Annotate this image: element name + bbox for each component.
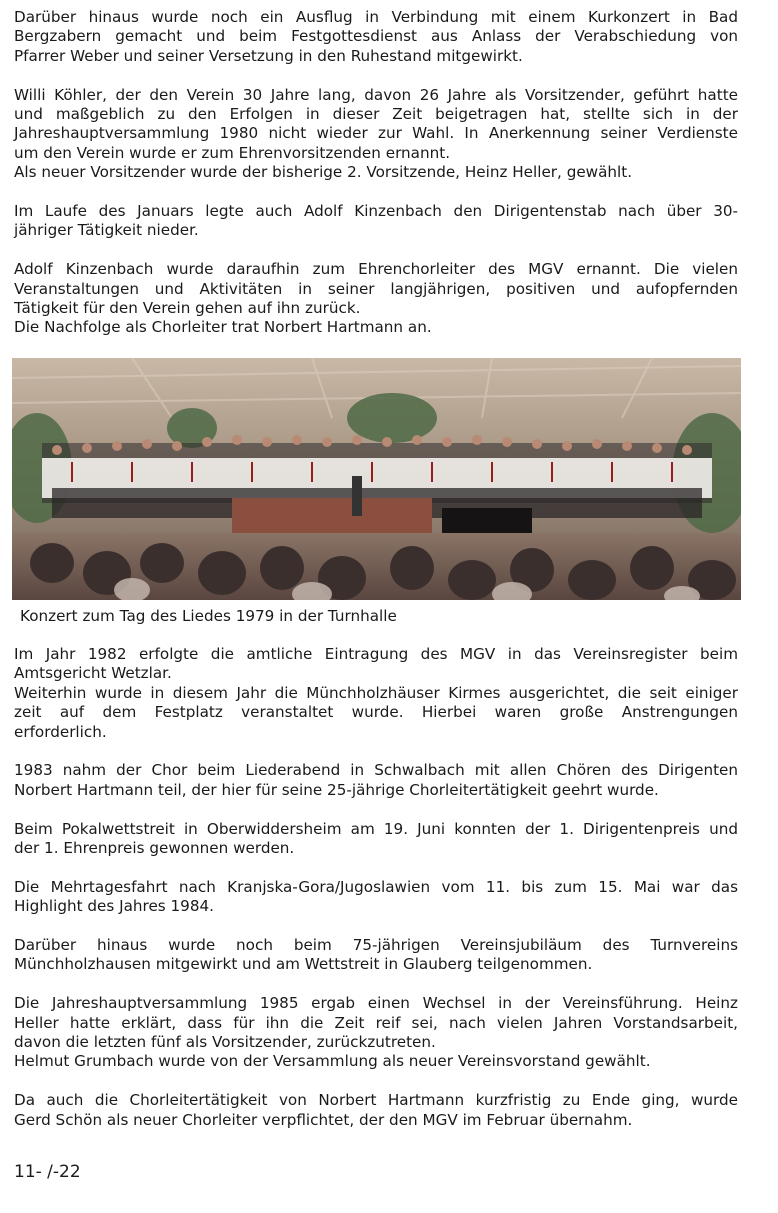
text-line: davon die letzten fünf als Vorsitzender, zurückzutreten. [14,1033,436,1052]
text-line: und maßgeblich zu den Erfolgen in dieser Zeit beigetragen hat, stellte sich in der [14,105,738,124]
text-line: 1983 nahm der Chor beim Liederabend in Schwalbach mit allen Chören des Dirigenten [14,761,738,780]
text-line: Amtsgericht Wetzlar. [14,664,172,683]
bottom-text-section [14,645,738,1130]
text-line: Die Nachfolge als Chorleiter trat Norbert Hartmann an. [14,318,432,337]
text-line: Weiterhin wurde in diesem Jahr die Münchholzhäuser Kirmes ausgerichtet, die seit einiger [14,683,738,702]
text-line: Da auch die Chorleitertätigkeit von Norbert Hartmann kurzfristig zu Ende ging, wurde [14,1091,738,1110]
text-line: der 1. Ehrenpreis gewonnen werden. [14,839,295,858]
text-line: Jahreshauptversammlung 1980 nicht wieder zur Wahl. In Anerkennung seiner Verdienste [14,124,738,143]
text-line: Pfarrer Weber und seiner Versetzung in den Ruhestand mitgewirkt. [14,46,523,65]
text-line: Münchholzhausen mitgewirkt und am Wettstreit in Glauberg teilgenommen. [14,955,593,974]
text-line: zeit auf dem Festplatz veranstaltet wurde. Hierbei waren große Anstrengungen [14,703,738,722]
paragraph [14,994,738,1072]
text-line: Darüber hinaus wurde noch ein Ausflug in Verbindung mit einem Kurkonzert in Bad [14,8,738,26]
text-line: Beim Pokalwettstreit in Oberwiddersheim am 19. Juni konnten der 1. Dirigentenpreis und [14,819,738,838]
paragraph [14,645,738,742]
text-line: Im Laufe des Januars legte auch Adolf Kinzenbach den Dirigentenstab nach über 30- [14,202,738,221]
text-line: Highlight des Jahres 1984. [14,897,215,916]
text-line: Norbert Hartmann teil, der hier für seine 25-jährige Chorleitertätigkeit geehrt wurde. [14,780,659,799]
text-line: Die Mehrtagesfahrt nach Kranjska-Gora/Jugoslawien vom 11. bis zum 15. Mai war das [14,877,738,896]
text-line: Willi Köhler, der den Verein 30 Jahre lang, davon 26 Jahre als Vorsitzender, geführt hatte [14,85,738,104]
text-line: Tätigkeit für den Verein gehen auf ihn zurück. [14,299,361,318]
paragraph [14,936,738,975]
text-line: Im Jahr 1982 erfolgte die amtliche Eintragung des MGV in das Vereinsregister beim [14,645,738,663]
text-line: Die Jahreshauptversammlung 1985 ergab einen Wechsel in der Vereinsführung. Heinz [14,994,738,1013]
paragraph [14,202,738,241]
photo-caption: Konzert zum Tag des Liedes 1979 in der Turnhalle [20,607,397,625]
text-line: Als neuer Vorsitzender wurde der bisherige 2. Vorsitzende, Heinz Heller, gewählt. [14,163,633,182]
text-line: um den Verein wurde er zum Ehrenvorsitzenden ernannt. [14,143,451,162]
text-line: Bergzabern gemacht und beim Festgottesdienst aus Anlass der Verabschiedung von [14,27,738,46]
paragraph [14,8,738,66]
text-line: Darüber hinaus wurde noch beim 75-jährigen Vereinsjubiläum des Turnvereins [14,936,738,955]
text-line: Adolf Kinzenbach wurde daraufhin zum Ehrenchorleiter des MGV ernannt. Die vielen [14,260,738,279]
paragraph [14,878,738,917]
page-number: 11- /-22 [14,1162,81,1182]
paragraph [14,260,738,338]
text-line: jähriger Tätigkeit nieder. [14,221,199,240]
text-line: Veranstaltungen und Aktivitäten in seiner langjährigen, positiven und aufopfernden [14,279,738,298]
paragraph [14,86,738,183]
choir-concert-photo [12,358,741,600]
text-line: Heller hatte erklärt, dass für ihn die Zeit reif sei, nach vielen Jahren Vorstandsarbeit, [14,1013,738,1032]
paragraph [14,1091,738,1130]
top-text-section [14,8,738,338]
paragraph [14,761,738,800]
text-line: Gerd Schön als neuer Chorleiter verpflichtet, der den MGV im Februar übernahm. [14,1110,633,1129]
text-line: Helmut Grumbach wurde von der Versammlung als neuer Vereinsvorstand gewählt. [14,1052,651,1071]
choir-photo-illustration [12,358,741,600]
paragraph [14,820,738,859]
text-line: erforderlich. [14,722,107,741]
